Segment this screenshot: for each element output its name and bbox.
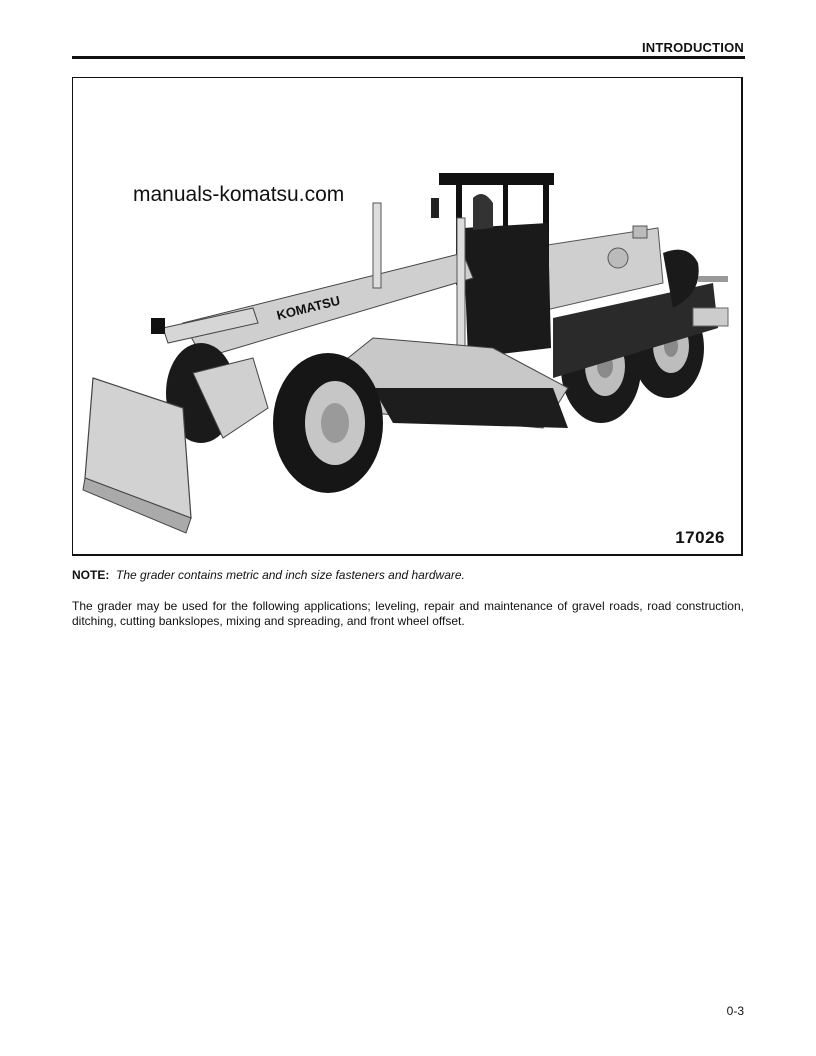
engine-hood: [528, 226, 699, 313]
figure-frame: [72, 77, 743, 556]
front-wheel: [273, 353, 383, 493]
applications-paragraph: The grader may be used for the following applications; leveling, repair and maintenance of gravel roads, road construction, ditching, cutting bankslopes, mixing and spreading, and front wheel offset.: [72, 599, 744, 628]
note-text: The grader contains metric and inch size fasteners and hardware.: [116, 568, 465, 582]
watermark-text: manuals-komatsu.com: [133, 183, 345, 206]
figure-number: 17026: [675, 528, 725, 547]
note: [72, 568, 465, 582]
header-rule: [72, 56, 745, 59]
grader-illustration: [73, 78, 743, 556]
svg-text:KOMATSU: KOMATSU: [275, 292, 342, 323]
note-label: NOTE:: [72, 568, 110, 582]
section-title: INTRODUCTION: [641, 40, 744, 55]
page-number: 0-3: [726, 1004, 744, 1018]
